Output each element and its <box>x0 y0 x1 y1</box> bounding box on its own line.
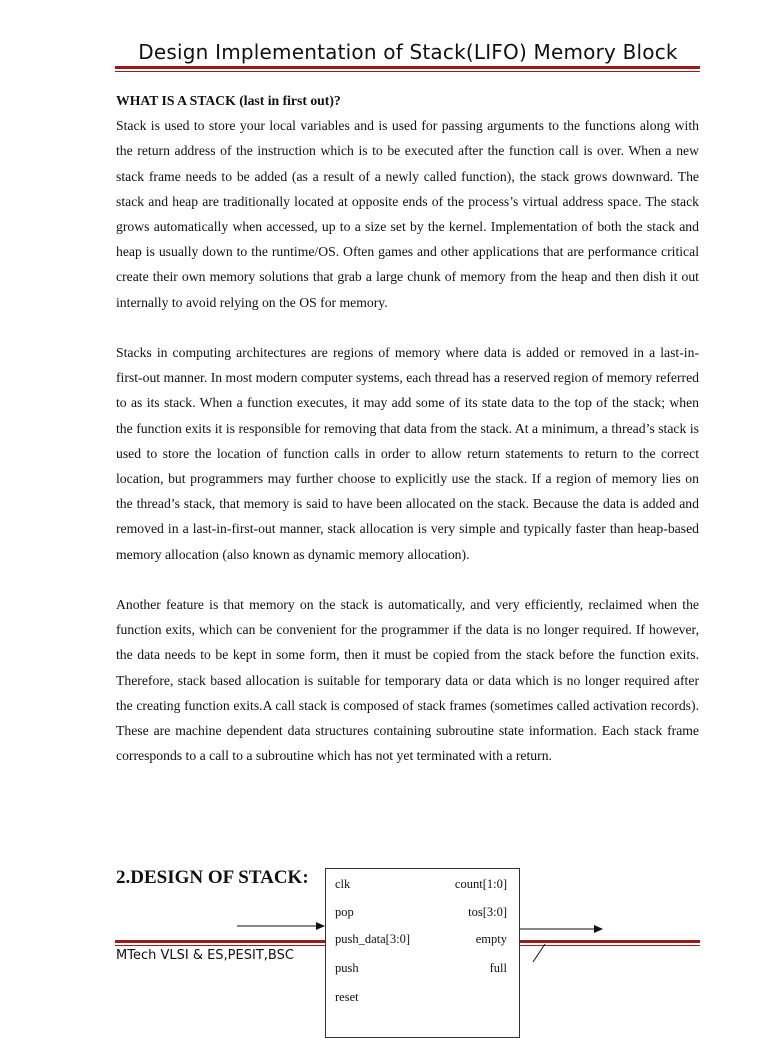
port-full: full <box>489 961 507 975</box>
section-title-design-of-stack: 2.DESIGN OF STACK: <box>116 867 309 888</box>
footer-text: MTech VLSI & ES,PESIT,BSC <box>116 948 294 963</box>
paragraph-1: Stack is used to store your local variables and is used for passing arguments to the functions along with the return address of the instruction which is to be executed after the function call is over. When a new stack frame needs to be added (as a result of a newly called function), the stack grows downward. The stack and heap are traditionally located at opposite ends of the process’s virtual address space. The stack grows automatically when accessed, up to a size set by the kernel. Implementation of both the stack and heap is usually down to the runtime/OS. Often games and other applications that are performance critical create their own memory solutions that grab a large chunk of memory from the heap and then dish it out internally to avoid relying on the OS for memory. <box>116 118 699 310</box>
header-rule-thin <box>115 71 700 72</box>
header-rule-thick <box>115 66 700 69</box>
input-arrow-head <box>316 922 325 930</box>
section-heading-what-is-stack: WHAT IS A STACK (last in first out)? <box>116 93 341 108</box>
port-pop: pop <box>335 905 354 919</box>
stack-block-diagram <box>325 868 520 1038</box>
port-clk: clk <box>335 877 351 891</box>
bus-slash-mark <box>533 944 545 962</box>
output-arrow-head <box>594 925 603 933</box>
page-header-title: Design Implementation of Stack(LIFO) Memory Block <box>138 40 678 64</box>
paragraph-3: Another feature is that memory on the stack is automatically, and very efficiently, reclaimed when the function exits, which can be convenient for the programmer if the data is no longer required. If however, the data needs to be kept in some form, then it must be copied from the stack before the function exits. Therefore, stack based allocation is suitable for temporary data or data which is no longer required after the creating function exits.A call stack is composed of stack frames (sometimes called activation records). These are machine dependent data structures containing subroutine state information. Each stack frame corresponds to a call to a subroutine which has not yet terminated with a return. <box>116 597 699 764</box>
document-body <box>116 88 699 794</box>
port-tos: tos[3:0] <box>468 905 507 919</box>
port-count: count[1:0] <box>454 877 507 891</box>
port-reset: reset <box>335 990 359 1004</box>
port-push-data: push_data[3:0] <box>335 932 410 946</box>
port-push: push <box>335 961 359 975</box>
port-empty: empty <box>475 932 507 946</box>
paragraph-2: Stacks in computing architectures are regions of memory where data is added or removed in a last-in-first-out manner. In most modern computer systems, each thread has a reserved region of memory referred to as its stack. When a function executes, it may add some of its state data to the top of the stack; when the function exits it is responsible for removing that data from the stack. At a minimum, a thread’s stack is used to store the location of function calls in order to allow return statements to return to the correct location, but programmers may further choose to explicitly use the stack. If a region of memory lies on the thread’s stack, that memory is said to have been allocated on the stack. Because the data is added and removed in a last-in-first-out manner, stack allocation is very simple and typically faster than heap-based memory allocation (also known as dynamic memory allocation). <box>116 345 699 562</box>
